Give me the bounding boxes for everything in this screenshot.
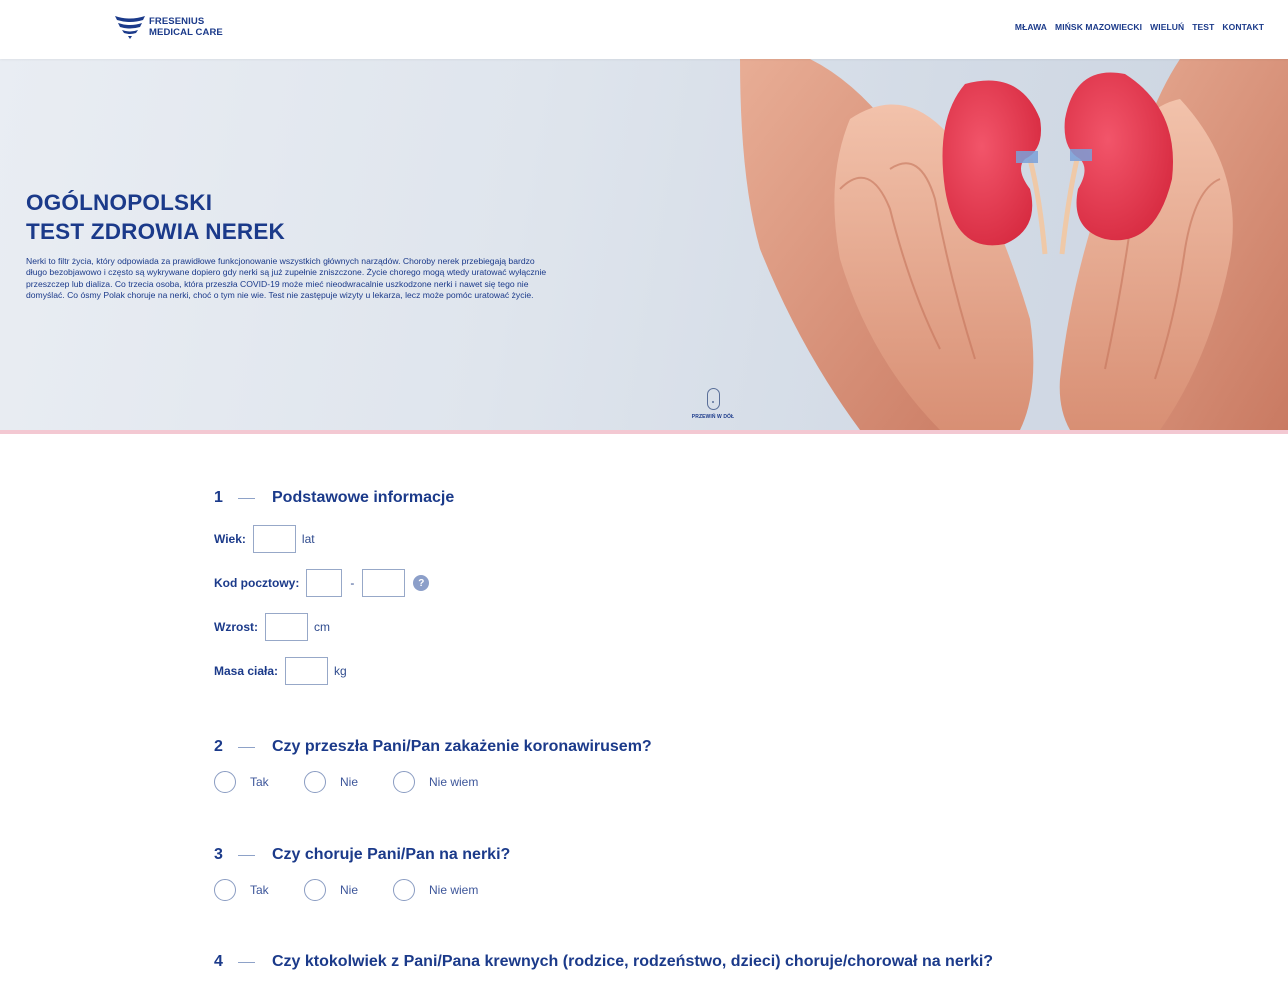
weight-input[interactable] (285, 657, 328, 685)
radio-label: Tak (250, 775, 269, 789)
scroll-down-indicator[interactable] (690, 388, 736, 420)
question-dash (238, 747, 255, 748)
question-title: Czy ktokolwiek z Pani/Pana krewnych (rodzice, rodzeństwo, dzieci) choruje/chorował na nerki? (272, 953, 994, 970)
nav-item-mlawa[interactable]: MŁAWA (1014, 22, 1048, 32)
top-bar (0, 0, 1288, 59)
question-number: 1 (214, 489, 223, 506)
question-number: 4 (214, 953, 223, 970)
question-1 (214, 487, 454, 509)
radio-circle[interactable] (214, 879, 236, 901)
question-dash (238, 962, 255, 963)
question-mark-icon[interactable]: ? (413, 575, 429, 591)
hands-holding-kidneys-image (740, 59, 1288, 430)
nav-item-minsk-mazowiecki[interactable]: MIŃSK MAZOWIECKI (1055, 22, 1143, 32)
question-2-header (214, 736, 652, 758)
question-3-header (214, 844, 510, 866)
radio-circle[interactable] (214, 771, 236, 793)
question-4-header (214, 951, 993, 973)
brand-logo[interactable] (114, 14, 223, 40)
hero-description: Nerki to filtr życia, który odpowiada za prawidłowe funkcjonowanie wszystkich głównych narządów. Choroby nerek przebiegają bardzo długo bezobjawowo i często są wykrywane dopiero gdy nerki są już zupełnie zniszczone. Życie chorego mogą wtedy uratować wyłącznie przeszczep lub dializa. Co trzecia osoba, która przeszła COVID-19 może mieć nieodwracalnie uszkodzone nerki i nawet się tego nie domyślać. Co ósmy Polak choruje na nerki, choć o tym nie wie. Test nie zastępuje wizyty u lekarza, lecz może pomóc uratować życie. (26, 256, 547, 301)
mouse-scroll-icon (707, 388, 720, 410)
main-nav (1015, 22, 1264, 32)
nav-item-kontakt[interactable]: KONTAKT (1222, 22, 1264, 32)
height-label: Wzrost: (214, 620, 258, 634)
scroll-down-label: PRZEWIŃ W DÓŁ (691, 414, 735, 420)
question-number: 2 (214, 738, 223, 755)
radio-label: Nie wiem (429, 883, 479, 897)
question-2-options (214, 771, 478, 793)
question-title: Podstawowe informacje (272, 489, 455, 506)
weight-unit: kg (334, 664, 347, 678)
question-3-options (214, 879, 478, 901)
nav-item-wielun[interactable]: WIELUŃ (1150, 22, 1185, 32)
radio-label: Nie (340, 775, 359, 789)
height-row (214, 613, 330, 641)
radio-circle[interactable] (393, 771, 415, 793)
postal-code-row (214, 569, 429, 597)
question-4 (214, 951, 993, 973)
fresenius-logo-icon (114, 14, 146, 40)
radio-label: Nie (340, 883, 359, 897)
radio-label: Tak (250, 883, 269, 897)
weight-label: Masa ciała: (214, 664, 279, 678)
radio-option-nie-wiem[interactable] (393, 771, 478, 793)
radio-option-nie-wiem[interactable] (393, 879, 478, 901)
hero-title (26, 188, 285, 246)
question-dash (238, 498, 255, 499)
radio-option-nie[interactable] (304, 771, 393, 793)
postal-code-part-1-input[interactable] (306, 569, 342, 597)
question-title: Czy choruje Pani/Pan na nerki? (272, 846, 511, 863)
question-3 (214, 844, 510, 866)
question-title: Czy przeszła Pani/Pan zakażenie koronawirusem? (272, 738, 652, 755)
question-1-header (214, 487, 454, 509)
radio-option-tak[interactable] (214, 879, 304, 901)
question-dash (238, 855, 255, 856)
hero-title-line-2: TEST ZDROWIA NEREK (26, 219, 286, 244)
radio-circle[interactable] (304, 771, 326, 793)
postal-code-part-2-input[interactable] (362, 569, 405, 597)
age-row (214, 525, 315, 553)
question-2 (214, 736, 652, 758)
postal-code-label: Kod pocztowy: (214, 576, 300, 590)
postal-code-separator: - (350, 576, 355, 590)
hero-title-line-1: OGÓLNOPOLSKI (26, 190, 213, 215)
age-unit: lat (301, 532, 315, 546)
radio-option-tak[interactable] (214, 771, 304, 793)
hero-bottom-stripe (0, 430, 1288, 434)
age-label: Wiek: (214, 532, 246, 546)
radio-option-nie[interactable] (304, 879, 393, 901)
height-input[interactable] (265, 613, 308, 641)
brand-line-2: MEDICAL CARE (149, 27, 223, 38)
question-number: 3 (214, 846, 223, 863)
brand-name (149, 16, 223, 38)
brand-line-1: FRESENIUS (149, 16, 205, 27)
age-input[interactable] (253, 525, 296, 553)
weight-row (214, 657, 347, 685)
radio-circle[interactable] (393, 879, 415, 901)
height-unit: cm (314, 620, 330, 634)
radio-circle[interactable] (304, 879, 326, 901)
hero-banner (0, 59, 1288, 430)
radio-label: Nie wiem (429, 775, 479, 789)
nav-item-test[interactable]: TEST (1192, 22, 1215, 32)
